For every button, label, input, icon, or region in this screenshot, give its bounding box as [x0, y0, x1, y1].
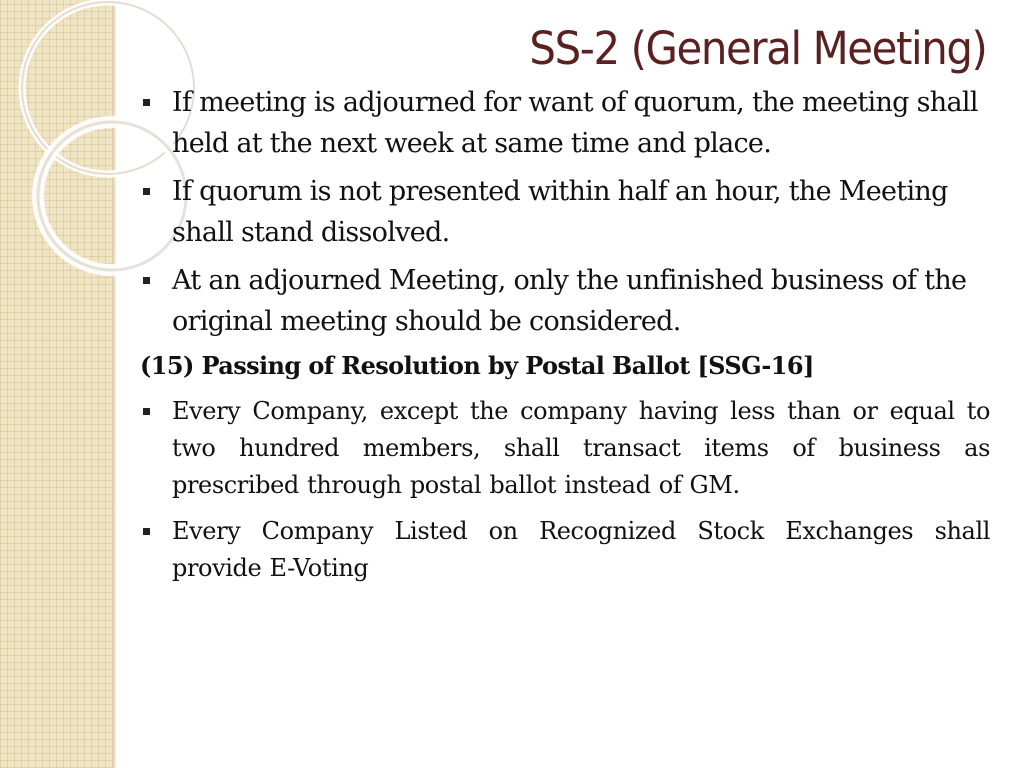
bullet-text: If meeting is adjourned for want of quorum, the meeting shall held at the next week at same time and place.: [172, 87, 978, 159]
slide-content: [140, 82, 990, 596]
bullet-marker: [143, 408, 150, 415]
slide-title: SS-2 (General Meeting): [528, 22, 986, 75]
bullet-marker: [143, 528, 150, 535]
bullet-item: [140, 171, 990, 253]
section-heading: (15) Passing of Resolution by Postal Ballot [SSG-16]: [140, 351, 814, 380]
bullet-text: At an adjourned Meeting, only the unfinished business of the original meeting should be considered.: [172, 265, 967, 337]
bullet-marker: [143, 99, 150, 106]
bullet-item: [140, 82, 990, 164]
bullet-item: [140, 513, 990, 587]
bullet-item: [140, 260, 990, 342]
bullet-marker: [143, 188, 150, 195]
bullet-item: [140, 393, 990, 504]
bullet-text: Every Company Listed on Recognized Stock Exchanges shall provide E-Voting: [172, 517, 990, 582]
bullet-text: Every Company, except the company having less than or equal to two hundred members, shall transact items of business as prescribed through postal ballot instead of GM.: [172, 397, 990, 499]
bullet-text: If quorum is not presented within half an hour, the Meeting shall stand dissolved.: [172, 176, 948, 248]
bullet-marker: [143, 277, 150, 284]
